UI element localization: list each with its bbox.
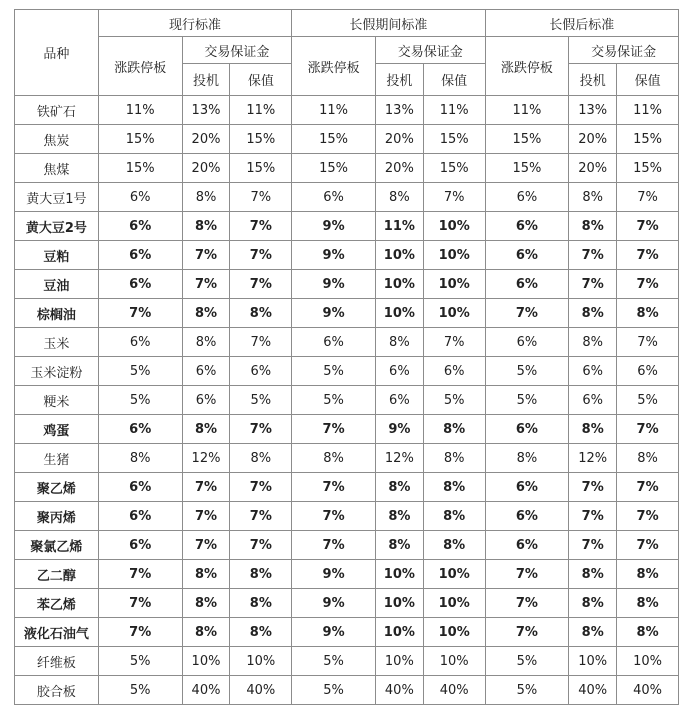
value-cell: 7%: [98, 589, 182, 618]
value-cell: 8%: [569, 212, 617, 241]
header-spec: 投机: [569, 64, 617, 96]
value-cell: 8%: [230, 618, 292, 647]
value-cell: 8%: [423, 415, 485, 444]
value-cell: 5%: [98, 357, 182, 386]
value-cell: 6%: [423, 357, 485, 386]
table-row: [15, 96, 679, 125]
value-cell: 5%: [617, 386, 679, 415]
value-cell: 7%: [569, 531, 617, 560]
header-spec: 投机: [375, 64, 423, 96]
table-row: [15, 386, 679, 415]
value-cell: 5%: [485, 386, 569, 415]
value-cell: 10%: [375, 589, 423, 618]
value-cell: 8%: [569, 328, 617, 357]
table-row: [15, 444, 679, 473]
value-cell: 15%: [423, 154, 485, 183]
value-cell: 6%: [292, 183, 376, 212]
value-cell: 6%: [485, 241, 569, 270]
value-cell: 7%: [617, 328, 679, 357]
value-cell: 5%: [292, 647, 376, 676]
value-cell: 20%: [569, 154, 617, 183]
value-cell: 5%: [423, 386, 485, 415]
value-cell: 7%: [617, 183, 679, 212]
value-cell: 9%: [292, 241, 376, 270]
value-cell: 6%: [98, 183, 182, 212]
header-group-after-holiday: 长假后标准: [485, 10, 678, 37]
value-cell: 8%: [617, 589, 679, 618]
value-cell: 8%: [617, 299, 679, 328]
value-cell: 5%: [98, 647, 182, 676]
value-cell: 7%: [98, 560, 182, 589]
value-cell: 8%: [182, 299, 230, 328]
value-cell: 5%: [230, 386, 292, 415]
value-cell: 7%: [230, 241, 292, 270]
header-margin: 交易保证金: [375, 37, 485, 64]
value-cell: 15%: [423, 125, 485, 154]
variety-cell: 焦炭: [15, 125, 99, 154]
table-row: [15, 357, 679, 386]
table-row: [15, 154, 679, 183]
value-cell: 8%: [375, 328, 423, 357]
table-row: [15, 212, 679, 241]
value-cell: 6%: [230, 357, 292, 386]
value-cell: 40%: [230, 676, 292, 705]
value-cell: 15%: [230, 154, 292, 183]
value-cell: 8%: [569, 415, 617, 444]
value-cell: 7%: [485, 589, 569, 618]
value-cell: 8%: [292, 444, 376, 473]
value-cell: 6%: [485, 415, 569, 444]
variety-cell: 豆油: [15, 270, 99, 299]
value-cell: 9%: [292, 212, 376, 241]
value-cell: 8%: [569, 299, 617, 328]
variety-cell: 聚丙烯: [15, 502, 99, 531]
value-cell: 11%: [292, 96, 376, 125]
value-cell: 9%: [292, 618, 376, 647]
value-cell: 6%: [569, 357, 617, 386]
value-cell: 8%: [617, 444, 679, 473]
variety-cell: 黄大豆2号: [15, 212, 99, 241]
value-cell: 5%: [292, 386, 376, 415]
value-cell: 8%: [230, 299, 292, 328]
value-cell: 8%: [375, 473, 423, 502]
header-row-groups: [15, 10, 679, 37]
value-cell: 10%: [375, 299, 423, 328]
margin-limit-table: [14, 9, 679, 705]
variety-cell: 鸡蛋: [15, 415, 99, 444]
value-cell: 10%: [423, 270, 485, 299]
header-limit: 涨跌停板: [98, 37, 182, 96]
value-cell: 7%: [617, 212, 679, 241]
value-cell: 7%: [230, 415, 292, 444]
table-row: [15, 299, 679, 328]
value-cell: 6%: [375, 386, 423, 415]
value-cell: 7%: [485, 618, 569, 647]
value-cell: 10%: [569, 647, 617, 676]
value-cell: 8%: [230, 560, 292, 589]
variety-cell: 黄大豆1号: [15, 183, 99, 212]
value-cell: 6%: [98, 328, 182, 357]
value-cell: 6%: [98, 531, 182, 560]
value-cell: 7%: [617, 415, 679, 444]
header-hedge: 保值: [617, 64, 679, 96]
value-cell: 10%: [423, 299, 485, 328]
value-cell: 8%: [182, 328, 230, 357]
header-group-holiday: 长假期间标准: [292, 10, 485, 37]
table-row: [15, 589, 679, 618]
value-cell: 5%: [485, 676, 569, 705]
table-row: [15, 328, 679, 357]
value-cell: 40%: [423, 676, 485, 705]
value-cell: 6%: [98, 212, 182, 241]
variety-cell: 粳米: [15, 386, 99, 415]
value-cell: 6%: [485, 502, 569, 531]
table-row: [15, 560, 679, 589]
value-cell: 13%: [375, 96, 423, 125]
value-cell: 8%: [569, 183, 617, 212]
variety-cell: 液化石油气: [15, 618, 99, 647]
value-cell: 9%: [292, 589, 376, 618]
value-cell: 5%: [98, 676, 182, 705]
variety-cell: 聚氯乙烯: [15, 531, 99, 560]
value-cell: 6%: [182, 357, 230, 386]
variety-cell: 胶合板: [15, 676, 99, 705]
value-cell: 6%: [98, 241, 182, 270]
value-cell: 8%: [182, 212, 230, 241]
value-cell: 15%: [98, 125, 182, 154]
value-cell: 7%: [485, 560, 569, 589]
value-cell: 10%: [423, 589, 485, 618]
value-cell: 10%: [375, 560, 423, 589]
value-cell: 20%: [182, 125, 230, 154]
value-cell: 7%: [230, 531, 292, 560]
value-cell: 11%: [485, 96, 569, 125]
value-cell: 6%: [617, 357, 679, 386]
value-cell: 9%: [292, 560, 376, 589]
value-cell: 10%: [423, 618, 485, 647]
value-cell: 7%: [230, 328, 292, 357]
value-cell: 7%: [485, 299, 569, 328]
value-cell: 7%: [230, 212, 292, 241]
value-cell: 10%: [375, 241, 423, 270]
value-cell: 10%: [617, 647, 679, 676]
value-cell: 8%: [182, 560, 230, 589]
value-cell: 7%: [98, 299, 182, 328]
table-row: [15, 241, 679, 270]
variety-cell: 玉米: [15, 328, 99, 357]
value-cell: 7%: [423, 183, 485, 212]
value-cell: 15%: [485, 154, 569, 183]
value-cell: 7%: [182, 531, 230, 560]
value-cell: 8%: [569, 560, 617, 589]
variety-cell: 铁矿石: [15, 96, 99, 125]
value-cell: 11%: [375, 212, 423, 241]
value-cell: 15%: [617, 154, 679, 183]
header-margin: 交易保证金: [182, 37, 292, 64]
value-cell: 8%: [423, 444, 485, 473]
value-cell: 20%: [375, 154, 423, 183]
value-cell: 10%: [375, 647, 423, 676]
value-cell: 7%: [292, 415, 376, 444]
value-cell: 7%: [617, 241, 679, 270]
value-cell: 6%: [98, 415, 182, 444]
value-cell: 15%: [292, 154, 376, 183]
value-cell: 8%: [423, 531, 485, 560]
value-cell: 7%: [569, 473, 617, 502]
value-cell: 10%: [182, 647, 230, 676]
value-cell: 6%: [485, 473, 569, 502]
header-limit: 涨跌停板: [292, 37, 376, 96]
table-row: [15, 473, 679, 502]
variety-cell: 焦煤: [15, 154, 99, 183]
value-cell: 9%: [375, 415, 423, 444]
value-cell: 40%: [375, 676, 423, 705]
variety-cell: 聚乙烯: [15, 473, 99, 502]
value-cell: 6%: [485, 212, 569, 241]
variety-cell: 苯乙烯: [15, 589, 99, 618]
value-cell: 20%: [375, 125, 423, 154]
value-cell: 10%: [423, 560, 485, 589]
table-row: [15, 183, 679, 212]
value-cell: 7%: [230, 502, 292, 531]
value-cell: 7%: [423, 328, 485, 357]
value-cell: 8%: [617, 618, 679, 647]
value-cell: 6%: [98, 502, 182, 531]
value-cell: 8%: [230, 444, 292, 473]
value-cell: 8%: [617, 560, 679, 589]
value-cell: 6%: [569, 386, 617, 415]
value-cell: 10%: [423, 241, 485, 270]
value-cell: 40%: [617, 676, 679, 705]
value-cell: 40%: [182, 676, 230, 705]
value-cell: 7%: [569, 241, 617, 270]
table-row: [15, 676, 679, 705]
value-cell: 12%: [182, 444, 230, 473]
value-cell: 8%: [230, 589, 292, 618]
value-cell: 6%: [375, 357, 423, 386]
value-cell: 8%: [569, 618, 617, 647]
value-cell: 15%: [292, 125, 376, 154]
value-cell: 5%: [485, 357, 569, 386]
table-row: [15, 647, 679, 676]
value-cell: 7%: [292, 473, 376, 502]
value-cell: 10%: [230, 647, 292, 676]
value-cell: 7%: [617, 473, 679, 502]
header-group-current: 现行标准: [98, 10, 291, 37]
value-cell: 20%: [569, 125, 617, 154]
variety-cell: 玉米淀粉: [15, 357, 99, 386]
table-row: [15, 125, 679, 154]
value-cell: 7%: [182, 502, 230, 531]
value-cell: 7%: [230, 183, 292, 212]
value-cell: 6%: [485, 183, 569, 212]
value-cell: 8%: [182, 183, 230, 212]
value-cell: 6%: [485, 328, 569, 357]
value-cell: 15%: [230, 125, 292, 154]
variety-cell: 乙二醇: [15, 560, 99, 589]
header-hedge: 保值: [423, 64, 485, 96]
variety-cell: 纤维板: [15, 647, 99, 676]
value-cell: 7%: [617, 502, 679, 531]
table-row: [15, 502, 679, 531]
value-cell: 8%: [182, 589, 230, 618]
value-cell: 12%: [569, 444, 617, 473]
value-cell: 5%: [485, 647, 569, 676]
value-cell: 8%: [423, 502, 485, 531]
value-cell: 5%: [292, 676, 376, 705]
value-cell: 6%: [292, 328, 376, 357]
table-row: [15, 531, 679, 560]
value-cell: 8%: [98, 444, 182, 473]
value-cell: 7%: [569, 270, 617, 299]
value-cell: 7%: [292, 502, 376, 531]
value-cell: 7%: [182, 473, 230, 502]
header-limit: 涨跌停板: [485, 37, 569, 96]
value-cell: 10%: [375, 618, 423, 647]
value-cell: 8%: [569, 589, 617, 618]
table-body: [15, 96, 679, 705]
table-row: [15, 270, 679, 299]
variety-cell: 生猪: [15, 444, 99, 473]
value-cell: 7%: [617, 270, 679, 299]
value-cell: 15%: [617, 125, 679, 154]
value-cell: 6%: [485, 531, 569, 560]
value-cell: 10%: [423, 212, 485, 241]
value-cell: 6%: [182, 386, 230, 415]
header-margin: 交易保证金: [569, 37, 679, 64]
value-cell: 13%: [569, 96, 617, 125]
value-cell: 6%: [98, 473, 182, 502]
table-row: [15, 415, 679, 444]
value-cell: 6%: [98, 270, 182, 299]
value-cell: 7%: [182, 241, 230, 270]
value-cell: 8%: [182, 618, 230, 647]
value-cell: 10%: [375, 270, 423, 299]
value-cell: 7%: [98, 618, 182, 647]
value-cell: 11%: [98, 96, 182, 125]
value-cell: 7%: [617, 531, 679, 560]
table-row: [15, 618, 679, 647]
value-cell: 11%: [617, 96, 679, 125]
value-cell: 5%: [98, 386, 182, 415]
value-cell: 7%: [292, 531, 376, 560]
value-cell: 20%: [182, 154, 230, 183]
value-cell: 15%: [485, 125, 569, 154]
value-cell: 11%: [423, 96, 485, 125]
value-cell: 9%: [292, 299, 376, 328]
value-cell: 9%: [292, 270, 376, 299]
value-cell: 8%: [182, 415, 230, 444]
value-cell: 8%: [375, 502, 423, 531]
value-cell: 10%: [423, 647, 485, 676]
value-cell: 7%: [230, 270, 292, 299]
header-spec: 投机: [182, 64, 230, 96]
value-cell: 7%: [569, 502, 617, 531]
value-cell: 40%: [569, 676, 617, 705]
value-cell: 8%: [375, 183, 423, 212]
value-cell: 5%: [292, 357, 376, 386]
value-cell: 6%: [485, 270, 569, 299]
value-cell: 13%: [182, 96, 230, 125]
value-cell: 12%: [375, 444, 423, 473]
header-variety: 品种: [15, 10, 99, 96]
variety-cell: 豆粕: [15, 241, 99, 270]
value-cell: 15%: [98, 154, 182, 183]
value-cell: 8%: [423, 473, 485, 502]
value-cell: 7%: [230, 473, 292, 502]
header-hedge: 保值: [230, 64, 292, 96]
value-cell: 11%: [230, 96, 292, 125]
value-cell: 7%: [182, 270, 230, 299]
variety-cell: 棕榈油: [15, 299, 99, 328]
value-cell: 8%: [485, 444, 569, 473]
header-row-types: [15, 37, 679, 64]
value-cell: 8%: [375, 531, 423, 560]
